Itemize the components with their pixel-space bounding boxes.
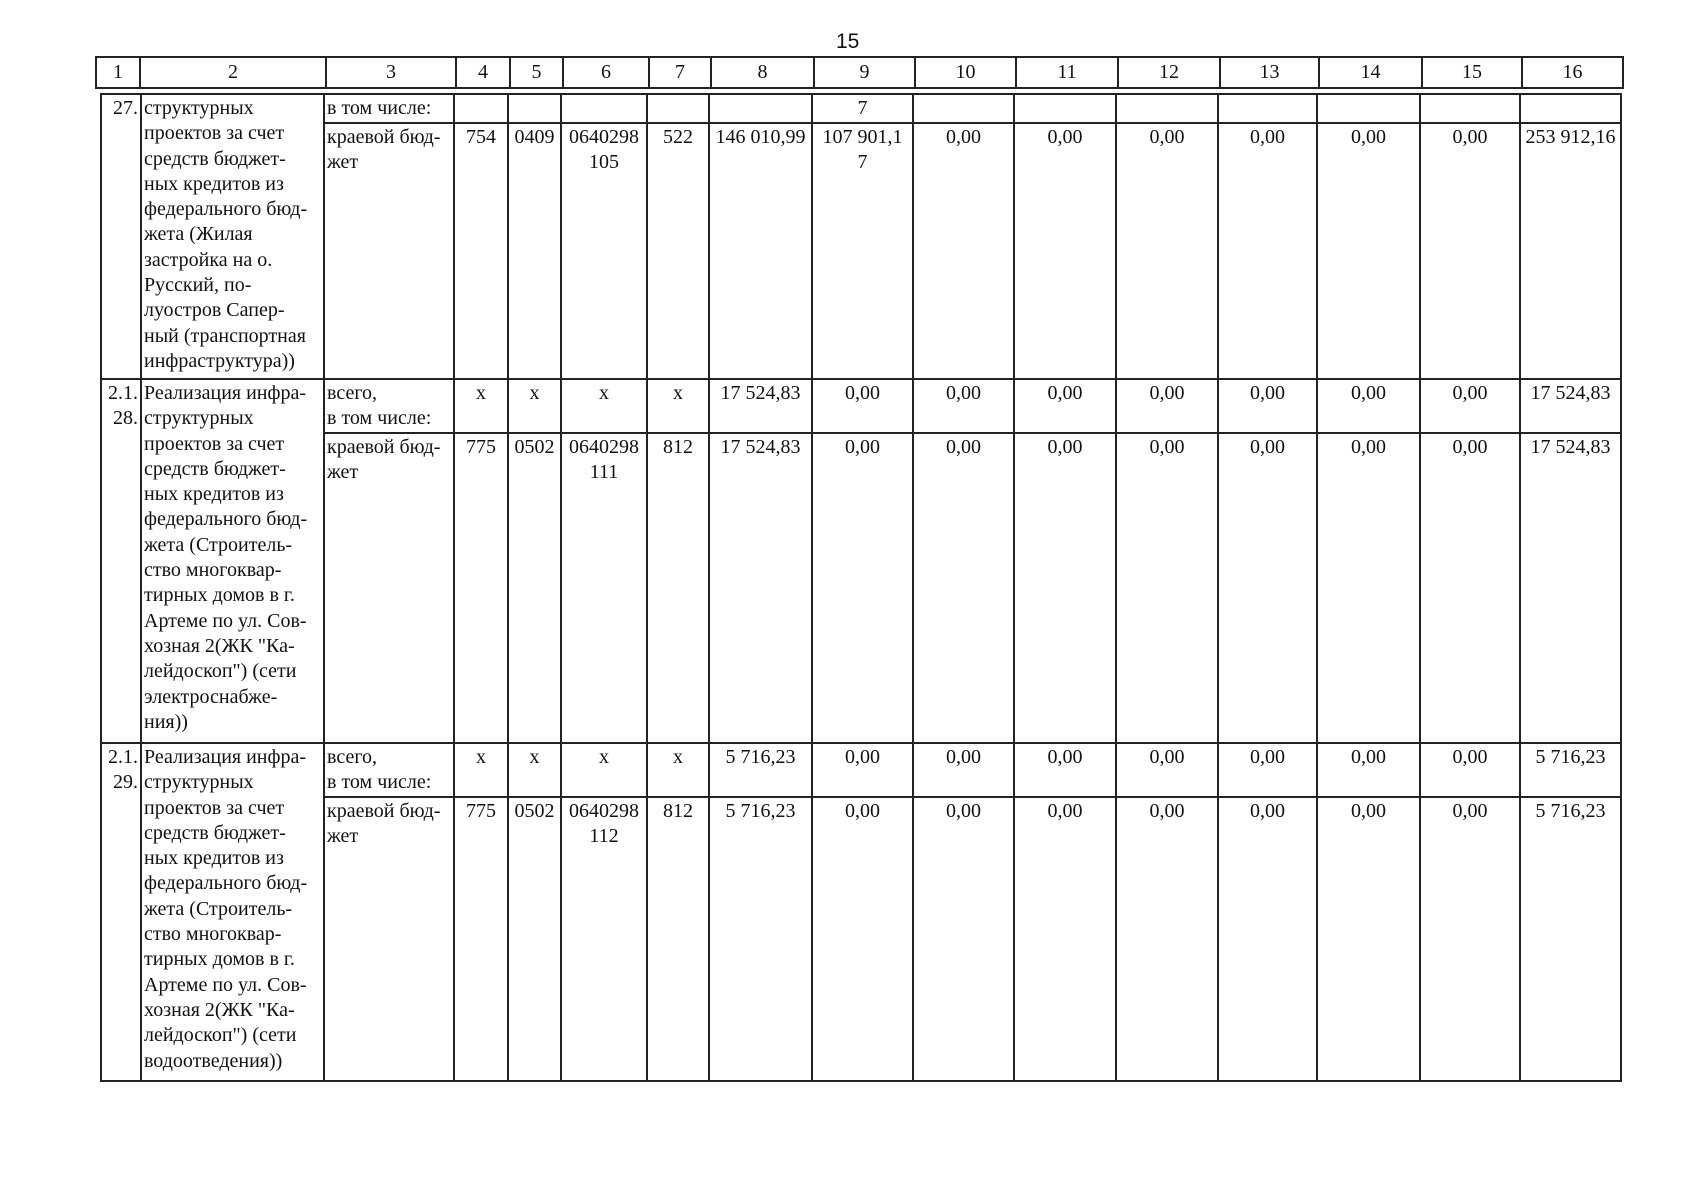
header-col-9: 9 — [814, 57, 915, 88]
header-col-16: 16 — [1522, 57, 1623, 88]
cell-col-14: 0,00 — [1317, 743, 1420, 797]
header-col-13: 13 — [1220, 57, 1319, 88]
budget-source: всего, в том числе: — [324, 379, 454, 433]
value-line-1: 107 901,1 — [822, 126, 903, 148]
table-row — [101, 433, 1621, 743]
cell-col-9: 7 — [812, 94, 913, 123]
cell-col-15: 0,00 — [1420, 123, 1520, 379]
kbk-code-suffix: 105 — [589, 151, 619, 173]
kbk-code: 0640298 — [569, 436, 639, 458]
column-number-header — [95, 56, 1624, 89]
cell-col-15: 0,00 — [1420, 743, 1520, 797]
cell-col-12: 0,00 — [1116, 797, 1218, 1081]
cell-col-5: 0409 — [508, 123, 561, 379]
header-col-10: 10 — [915, 57, 1016, 88]
cell-col-12: 0,00 — [1116, 433, 1218, 743]
cell-col-7 — [647, 94, 709, 123]
cell-col-14 — [1317, 94, 1420, 123]
cell-col-7: 812 — [647, 797, 709, 1081]
budget-source: краевой бюд- жет — [324, 797, 454, 1081]
cell-col-9: 0,00 — [812, 379, 913, 433]
cell-col-6: х — [561, 379, 647, 433]
cell-col-10: 0,00 — [913, 433, 1014, 743]
cell-col-13: 0,00 — [1218, 379, 1317, 433]
cell-col-11 — [1014, 94, 1116, 123]
cell-col-15: 0,00 — [1420, 379, 1520, 433]
row-number: 2.1. 29. — [101, 743, 141, 1081]
header-col-2: 2 — [140, 57, 326, 88]
header-col-7: 7 — [649, 57, 711, 88]
cell-col-16: 17 524,83 — [1520, 379, 1621, 433]
cell-col-16 — [1520, 94, 1621, 123]
cell-col-14: 0,00 — [1317, 379, 1420, 433]
table-row — [101, 379, 1621, 433]
row-description: структурных проектов за счет средств бюджет- ных кредитов из федерального бюд- жета (Жилая застройка на о. Русский, по- луостров Сапер- ный (транспортная инфраструктура)) — [141, 94, 324, 379]
cell-col-16: 253 912,16 — [1520, 123, 1621, 379]
cell-col-13: 0,00 — [1218, 797, 1317, 1081]
kbk-code-suffix: 111 — [589, 461, 619, 483]
header-col-8: 8 — [711, 57, 814, 88]
cell-col-8 — [709, 94, 812, 123]
cell-col-14: 0,00 — [1317, 433, 1420, 743]
cell-col-4: 775 — [454, 797, 508, 1081]
cell-col-11: 0,00 — [1014, 743, 1116, 797]
cell-col-5: х — [508, 379, 561, 433]
cell-col-7: 522 — [647, 123, 709, 379]
cell-col-13: 0,00 — [1218, 123, 1317, 379]
cell-col-8: 5 716,23 — [709, 743, 812, 797]
cell-col-13: 0,00 — [1218, 743, 1317, 797]
cell-col-15 — [1420, 94, 1520, 123]
cell-col-5 — [508, 94, 561, 123]
cell-col-5: х — [508, 743, 561, 797]
cell-col-14: 0,00 — [1317, 797, 1420, 1081]
cell-col-13 — [1218, 94, 1317, 123]
value-line-1: 0,00 — [845, 436, 880, 458]
cell-col-7: 812 — [647, 433, 709, 743]
cell-col-8: 17 524,83 — [709, 433, 812, 743]
cell-col-5: 0502 — [508, 797, 561, 1081]
kbk-code: 0640298 — [569, 800, 639, 822]
cell-col-10 — [913, 94, 1014, 123]
cell-col-10: 0,00 — [913, 123, 1014, 379]
cell-col-12: 0,00 — [1116, 379, 1218, 433]
cell-col-8: 17 524,83 — [709, 379, 812, 433]
cell-col-8: 146 010,99 — [709, 123, 812, 379]
header-col-1: 1 — [96, 57, 140, 88]
cell-col-12: 0,00 — [1116, 743, 1218, 797]
page-number: 15 — [836, 30, 860, 53]
cell-col-10: 0,00 — [913, 797, 1014, 1081]
table-row — [101, 123, 1621, 379]
cell-col-15: 0,00 — [1420, 433, 1520, 743]
budget-table — [100, 93, 1622, 1082]
cell-col-10: 0,00 — [913, 743, 1014, 797]
cell-col-6 — [561, 123, 647, 379]
cell-col-11: 0,00 — [1014, 379, 1116, 433]
cell-col-7: х — [647, 743, 709, 797]
header-col-6: 6 — [563, 57, 649, 88]
header-col-4: 4 — [456, 57, 510, 88]
header-col-11: 11 — [1016, 57, 1118, 88]
cell-col-11: 0,00 — [1014, 433, 1116, 743]
cell-col-11: 0,00 — [1014, 123, 1116, 379]
cell-col-5: 0502 — [508, 433, 561, 743]
kbk-code-suffix: 112 — [589, 825, 619, 847]
header-col-14: 14 — [1319, 57, 1422, 88]
kbk-code: 0640298 — [569, 126, 639, 148]
table-row — [101, 797, 1621, 1081]
cell-col-13: 0,00 — [1218, 433, 1317, 743]
cell-col-6: х — [561, 743, 647, 797]
header-col-5: 5 — [510, 57, 563, 88]
budget-source: краевой бюд- жет — [324, 123, 454, 379]
budget-source: в том числе: — [324, 94, 454, 123]
cell-col-16: 5 716,23 — [1520, 743, 1621, 797]
cell-col-12 — [1116, 94, 1218, 123]
cell-col-4: 754 — [454, 123, 508, 379]
cell-col-6 — [561, 433, 647, 743]
cell-col-9 — [812, 123, 913, 379]
value-line-2: 7 — [857, 151, 868, 173]
cell-col-4: х — [454, 379, 508, 433]
header-col-3: 3 — [326, 57, 456, 88]
cell-col-9: 0,00 — [812, 743, 913, 797]
cell-col-15: 0,00 — [1420, 797, 1520, 1081]
cell-col-4: х — [454, 743, 508, 797]
cell-col-10: 0,00 — [913, 379, 1014, 433]
header-col-12: 12 — [1118, 57, 1220, 88]
budget-source: всего, в том числе: — [324, 743, 454, 797]
cell-col-14: 0,00 — [1317, 123, 1420, 379]
cell-col-16: 5 716,23 — [1520, 797, 1621, 1081]
cell-col-9 — [812, 797, 913, 1081]
cell-col-12: 0,00 — [1116, 123, 1218, 379]
row-description: Реализация инфра- структурных проектов за счет средств бюджет- ных кредитов из федерального бюд- жета (Строитель- ство многоквар- тирных домов в г. Артеме по ул. Сов- хозная 2(ЖК "Ка- лейдоскоп") (сети электроснабже- ния)) — [141, 379, 324, 743]
cell-col-6 — [561, 797, 647, 1081]
cell-col-7: х — [647, 379, 709, 433]
row-description: Реализация инфра- структурных проектов за счет средств бюджет- ных кредитов из федерального бюд- жета (Строитель- ство многоквар- тирных домов в г. Артеме по ул. Сов- хозная 2(ЖК "Ка- лейдоскоп") (сети водоотведения)) — [141, 743, 324, 1081]
row-number: 2.1. 28. — [101, 379, 141, 743]
budget-source: краевой бюд- жет — [324, 433, 454, 743]
cell-col-4: 775 — [454, 433, 508, 743]
table-row — [101, 94, 1621, 123]
table-row — [101, 743, 1621, 797]
cell-col-11: 0,00 — [1014, 797, 1116, 1081]
header-row — [96, 57, 1623, 88]
cell-col-16: 17 524,83 — [1520, 433, 1621, 743]
cell-col-9 — [812, 433, 913, 743]
cell-col-8: 5 716,23 — [709, 797, 812, 1081]
row-number: 27. — [101, 94, 141, 379]
cell-col-4 — [454, 94, 508, 123]
value-line-1: 0,00 — [845, 800, 880, 822]
cell-col-6 — [561, 94, 647, 123]
header-col-15: 15 — [1422, 57, 1522, 88]
